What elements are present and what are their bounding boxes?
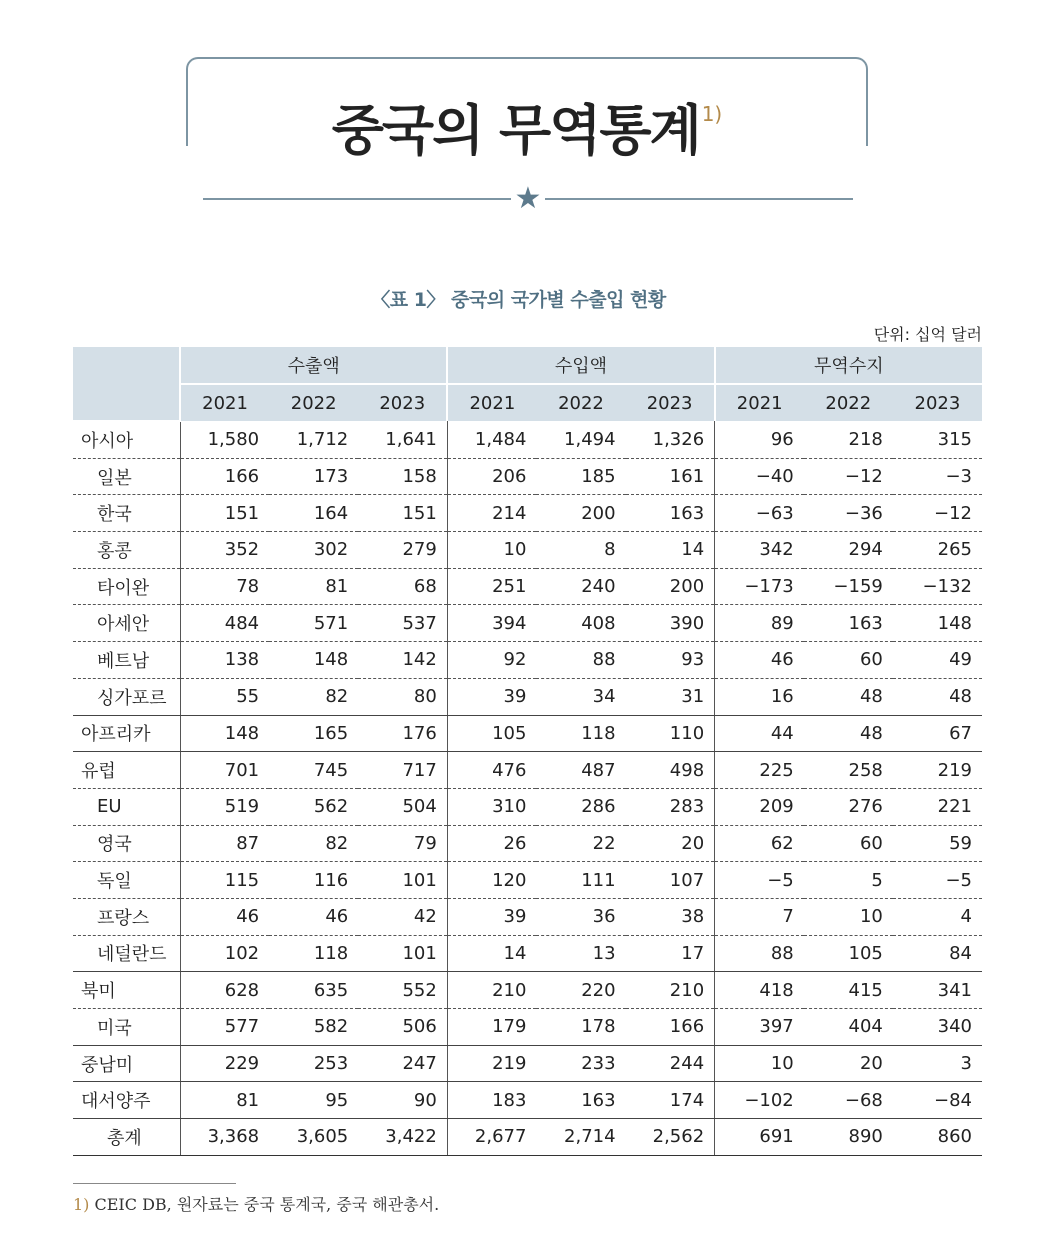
table-cell: 7 <box>715 898 804 935</box>
table-cell: 415 <box>804 972 893 1009</box>
header-group-import: 수입액 <box>447 347 714 384</box>
table-cell: 60 <box>804 642 893 679</box>
table-cell: 487 <box>536 752 625 789</box>
row-label: 아세안 <box>73 605 180 642</box>
table-cell: 8 <box>536 532 625 569</box>
table-cell: 93 <box>626 642 715 679</box>
row-label: 싱가포르 <box>73 678 180 715</box>
table-cell: 48 <box>804 715 893 752</box>
table-cell: 5 <box>804 862 893 899</box>
table-cell: 390 <box>626 605 715 642</box>
table-cell: 397 <box>715 1009 804 1046</box>
table-cell: 48 <box>804 678 893 715</box>
table-cell: 302 <box>269 532 358 569</box>
table-cell: 418 <box>715 972 804 1009</box>
table-cell: −102 <box>715 1082 804 1119</box>
table-cell: 80 <box>358 678 447 715</box>
table-cell: 286 <box>536 788 625 825</box>
table-cell: 163 <box>804 605 893 642</box>
table-cell: 176 <box>358 715 447 752</box>
table-cell: 46 <box>715 642 804 679</box>
table-cell: 506 <box>358 1009 447 1046</box>
table-cell: 67 <box>893 715 982 752</box>
row-label: 타이완 <box>73 568 180 605</box>
star-icon: ★ <box>511 181 545 217</box>
header-group-balance: 무역수지 <box>715 347 982 384</box>
table-row <box>73 495 982 532</box>
row-label: 아시아 <box>73 421 180 458</box>
table-cell: 247 <box>358 1045 447 1082</box>
table-cell: 118 <box>536 715 625 752</box>
table-row <box>73 532 982 569</box>
table-cell: 4 <box>893 898 982 935</box>
table-row <box>73 1045 982 1082</box>
table-cell: 183 <box>447 1082 536 1119</box>
table-cell: −5 <box>715 862 804 899</box>
table-row <box>73 458 982 495</box>
table-cell: 81 <box>180 1082 269 1119</box>
table-cell: 178 <box>536 1009 625 1046</box>
table-cell: −173 <box>715 568 804 605</box>
title-footnote-mark: 1) <box>701 102 723 126</box>
table-cell: 220 <box>536 972 625 1009</box>
table-cell: −84 <box>893 1082 982 1119</box>
table-cell: 55 <box>180 678 269 715</box>
table-cell: −40 <box>715 458 804 495</box>
table-cell: 342 <box>715 532 804 569</box>
table-cell: 276 <box>804 788 893 825</box>
table-cell: 165 <box>269 715 358 752</box>
table-cell: 200 <box>536 495 625 532</box>
table-cell: 404 <box>804 1009 893 1046</box>
table-cell: 537 <box>358 605 447 642</box>
table-cell: 571 <box>269 605 358 642</box>
table-row <box>73 972 982 1009</box>
table-cell: 62 <box>715 825 804 862</box>
table-cell: 3,605 <box>269 1119 358 1156</box>
table-cell: 233 <box>536 1045 625 1082</box>
table-row <box>73 1009 982 1046</box>
table-cell: 206 <box>447 458 536 495</box>
table-cell: 59 <box>893 825 982 862</box>
table-row <box>73 605 982 642</box>
table-cell: −3 <box>893 458 982 495</box>
table-cell: 161 <box>626 458 715 495</box>
table-cell: 107 <box>626 862 715 899</box>
footnote-text: CEIC DB, 원자료는 중국 통계국, 중국 해관총서. <box>89 1195 440 1214</box>
table-cell: 82 <box>269 825 358 862</box>
table-cell: 341 <box>893 972 982 1009</box>
table-cell: 20 <box>804 1045 893 1082</box>
table-cell: 92 <box>447 642 536 679</box>
table-cell: 745 <box>269 752 358 789</box>
table-row <box>73 715 982 752</box>
table-cell: 179 <box>447 1009 536 1046</box>
table-cell: 476 <box>447 752 536 789</box>
table-cell: 88 <box>536 642 625 679</box>
table-cell: 210 <box>447 972 536 1009</box>
table-cell: 577 <box>180 1009 269 1046</box>
table-cell: 148 <box>269 642 358 679</box>
table-cell: 890 <box>804 1119 893 1156</box>
table-cell: 294 <box>804 532 893 569</box>
table-cell: 158 <box>358 458 447 495</box>
table-cell: 279 <box>358 532 447 569</box>
table-cell: 209 <box>715 788 804 825</box>
table-cell: −12 <box>804 458 893 495</box>
table-cell: 151 <box>358 495 447 532</box>
table-cell: 95 <box>269 1082 358 1119</box>
table-cell: 101 <box>358 862 447 899</box>
table-cell: 20 <box>626 825 715 862</box>
table-cell: 283 <box>626 788 715 825</box>
row-label: EU <box>73 788 180 825</box>
table-cell: 34 <box>536 678 625 715</box>
table-cell: 2,677 <box>447 1119 536 1156</box>
table-row <box>73 752 982 789</box>
header-year: 2021 <box>715 384 804 421</box>
table-cell: 352 <box>180 532 269 569</box>
table-cell: 3,422 <box>358 1119 447 1156</box>
row-label: 미국 <box>73 1009 180 1046</box>
table-cell: 1,641 <box>358 421 447 458</box>
table-cell: 105 <box>447 715 536 752</box>
table-cell: 701 <box>180 752 269 789</box>
table-cell: 14 <box>447 935 536 972</box>
table-cell: 46 <box>269 898 358 935</box>
table-cell: 1,712 <box>269 421 358 458</box>
header-year: 2022 <box>536 384 625 421</box>
table-cell: 3 <box>893 1045 982 1082</box>
table-cell: 498 <box>626 752 715 789</box>
table-cell: 38 <box>626 898 715 935</box>
table-cell: 174 <box>626 1082 715 1119</box>
table-cell: 225 <box>715 752 804 789</box>
table-cell: 2,714 <box>536 1119 625 1156</box>
row-label: 한국 <box>73 495 180 532</box>
table-cell: 582 <box>269 1009 358 1046</box>
table-cell: 265 <box>893 532 982 569</box>
table-cell: 717 <box>358 752 447 789</box>
footnote-divider <box>73 1183 236 1184</box>
table-caption: 〈표 1〉 중국의 국가별 수출입 현황 <box>371 289 666 311</box>
row-label: 프랑스 <box>73 898 180 935</box>
row-label: 대서양주 <box>73 1082 180 1119</box>
table-row <box>73 678 982 715</box>
table-cell: 115 <box>180 862 269 899</box>
table-cell: 79 <box>358 825 447 862</box>
table-cell: 219 <box>893 752 982 789</box>
table-cell: 105 <box>804 935 893 972</box>
table-cell: 60 <box>804 825 893 862</box>
row-label: 베트남 <box>73 642 180 679</box>
table-cell: 26 <box>447 825 536 862</box>
table-row <box>73 825 982 862</box>
table-cell: 484 <box>180 605 269 642</box>
table-cell: −12 <box>893 495 982 532</box>
table-cell: 240 <box>536 568 625 605</box>
table-cell: −5 <box>893 862 982 899</box>
table-row <box>73 862 982 899</box>
table-cell: 210 <box>626 972 715 1009</box>
table-cell: 258 <box>804 752 893 789</box>
table-row <box>73 1119 982 1156</box>
table-row <box>73 898 982 935</box>
table-row <box>73 421 982 458</box>
table-cell: 253 <box>269 1045 358 1082</box>
table-cell: 22 <box>536 825 625 862</box>
table-cell: 163 <box>536 1082 625 1119</box>
header-group-row <box>73 347 982 384</box>
table-cell: 3,368 <box>180 1119 269 1156</box>
header-year-row <box>73 384 982 421</box>
table-cell: 39 <box>447 678 536 715</box>
table-cell: 2,562 <box>626 1119 715 1156</box>
page-title-text: 중국의 무역통계 <box>331 99 700 162</box>
header-year: 2023 <box>626 384 715 421</box>
table-cell: 89 <box>715 605 804 642</box>
header-year: 2022 <box>804 384 893 421</box>
table-cell: 102 <box>180 935 269 972</box>
header-year: 2022 <box>269 384 358 421</box>
table-cell: 49 <box>893 642 982 679</box>
table-cell: 200 <box>626 568 715 605</box>
header-year: 2021 <box>447 384 536 421</box>
header-year: 2023 <box>358 384 447 421</box>
table-row <box>73 1082 982 1119</box>
table-cell: 44 <box>715 715 804 752</box>
table-cell: 36 <box>536 898 625 935</box>
table-cell: 39 <box>447 898 536 935</box>
row-label: 홍콩 <box>73 532 180 569</box>
table-cell: 88 <box>715 935 804 972</box>
table-cell: 628 <box>180 972 269 1009</box>
table-cell: −159 <box>804 568 893 605</box>
table-cell: 166 <box>626 1009 715 1046</box>
table-cell: 138 <box>180 642 269 679</box>
row-label: 총계 <box>73 1119 180 1156</box>
header-group-export: 수출액 <box>180 347 447 384</box>
row-label: 중남미 <box>73 1045 180 1082</box>
table-cell: 244 <box>626 1045 715 1082</box>
table-cell: 101 <box>358 935 447 972</box>
table-cell: 148 <box>893 605 982 642</box>
table-row <box>73 568 982 605</box>
table-cell: 562 <box>269 788 358 825</box>
table-cell: 218 <box>804 421 893 458</box>
header-year: 2023 <box>893 384 982 421</box>
table-cell: 1,484 <box>447 421 536 458</box>
table-cell: 251 <box>447 568 536 605</box>
row-label: 영국 <box>73 825 180 862</box>
table-cell: 87 <box>180 825 269 862</box>
table-cell: 78 <box>180 568 269 605</box>
row-label: 독일 <box>73 862 180 899</box>
row-label: 네덜란드 <box>73 935 180 972</box>
table-cell: 164 <box>269 495 358 532</box>
table-cell: 13 <box>536 935 625 972</box>
table-cell: 31 <box>626 678 715 715</box>
table-cell: 82 <box>269 678 358 715</box>
table-cell: 142 <box>358 642 447 679</box>
table-cell: 315 <box>893 421 982 458</box>
table-cell: 185 <box>536 458 625 495</box>
table-cell: 221 <box>893 788 982 825</box>
header-corner <box>73 347 180 421</box>
table-row <box>73 935 982 972</box>
row-label: 일본 <box>73 458 180 495</box>
footnote-mark: 1) <box>73 1195 90 1214</box>
table-cell: 166 <box>180 458 269 495</box>
table-cell: 408 <box>536 605 625 642</box>
trade-table <box>73 347 982 1156</box>
table-body <box>73 421 982 1155</box>
table-cell: 1,494 <box>536 421 625 458</box>
table-cell: −36 <box>804 495 893 532</box>
row-label: 아프리카 <box>73 715 180 752</box>
table-cell: 10 <box>715 1045 804 1082</box>
table-cell: 219 <box>447 1045 536 1082</box>
table-cell: 340 <box>893 1009 982 1046</box>
table-row <box>73 642 982 679</box>
unit-label: 단위: 십억 달러 <box>873 325 982 344</box>
table-cell: 504 <box>358 788 447 825</box>
table-cell: 111 <box>536 862 625 899</box>
table-cell: 229 <box>180 1045 269 1082</box>
table-cell: 148 <box>180 715 269 752</box>
table-cell: 118 <box>269 935 358 972</box>
table-cell: 860 <box>893 1119 982 1156</box>
table-cell: 46 <box>180 898 269 935</box>
table-cell: 691 <box>715 1119 804 1156</box>
header-year: 2021 <box>180 384 269 421</box>
table-cell: 310 <box>447 788 536 825</box>
table-cell: 1,580 <box>180 421 269 458</box>
table-cell: 68 <box>358 568 447 605</box>
table-cell: −63 <box>715 495 804 532</box>
table-row <box>73 788 982 825</box>
table-cell: 635 <box>269 972 358 1009</box>
table-cell: 163 <box>626 495 715 532</box>
table-cell: 116 <box>269 862 358 899</box>
table-cell: 14 <box>626 532 715 569</box>
table-cell: 120 <box>447 862 536 899</box>
table-cell: 173 <box>269 458 358 495</box>
table-cell: 110 <box>626 715 715 752</box>
footnote <box>73 1192 439 1215</box>
table-cell: 16 <box>715 678 804 715</box>
table-cell: 151 <box>180 495 269 532</box>
table-cell: 214 <box>447 495 536 532</box>
table-cell: 90 <box>358 1082 447 1119</box>
table-cell: 394 <box>447 605 536 642</box>
table-cell: 81 <box>269 568 358 605</box>
table-cell: −132 <box>893 568 982 605</box>
table-cell: 48 <box>893 678 982 715</box>
table-cell: −68 <box>804 1082 893 1119</box>
table-cell: 96 <box>715 421 804 458</box>
table-cell: 10 <box>804 898 893 935</box>
row-label: 북미 <box>73 972 180 1009</box>
table-cell: 519 <box>180 788 269 825</box>
page-title <box>186 82 868 163</box>
table-cell: 10 <box>447 532 536 569</box>
table-cell: 552 <box>358 972 447 1009</box>
row-label: 유럽 <box>73 752 180 789</box>
table-cell: 1,326 <box>626 421 715 458</box>
table-cell: 42 <box>358 898 447 935</box>
table-cell: 84 <box>893 935 982 972</box>
table-cell: 17 <box>626 935 715 972</box>
